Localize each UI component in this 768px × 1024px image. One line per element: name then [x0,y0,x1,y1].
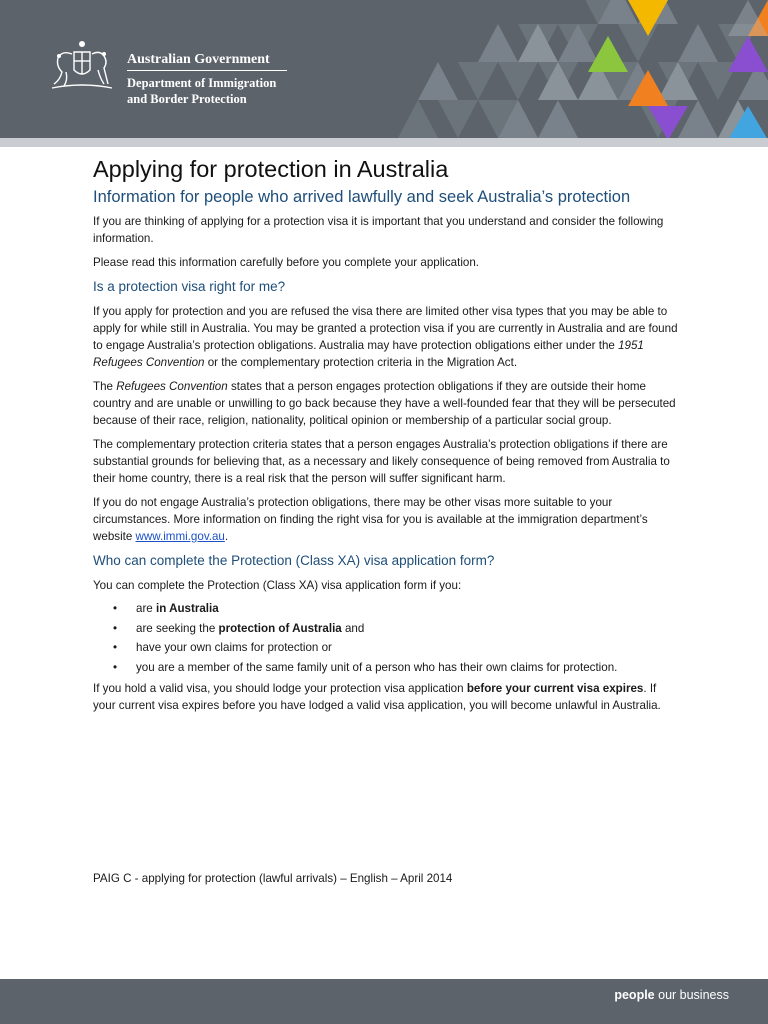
bullet-icon: • [113,641,118,654]
convention-text-start: The [93,380,117,393]
bullet-icon: • [113,660,118,674]
list-item-text: have your own claims for protection or [136,641,332,654]
refusal-text-end: or the complementary protection criteria in the Migration Act. [204,356,518,369]
section-heading-who-can-complete: Who can complete the Protection (Class XA) visa application form? [93,553,495,568]
list-item-text-end: and [341,621,365,635]
convention-name: 1951 Refugees Convention [93,339,644,369]
footer-band [0,979,768,1024]
valid-visa-emphasis: before your current visa expires [466,682,644,695]
tagline-bold: people [614,988,655,1002]
eligibility-list [93,601,678,676]
list-item-text: are [136,602,156,615]
page-title: Applying for protection in Australia [93,156,449,182]
header-stripe [0,138,768,147]
refusal-paragraph [93,303,678,371]
triangle-pattern [388,0,768,138]
list-item [93,640,678,657]
list-item-emphasis: in Australia [155,602,219,615]
convention-name-2: Refugees Convention [116,380,228,393]
read-carefully-paragraph: Please read this information carefully before you complete your application. [93,256,480,269]
convention-text: states that a person engages protection obligations if they are outside their home country and are unable or unwilling to go back because they have a well-founded fear that they will be persecuted because of their race, religion, nationality, political opinion or membership of a particular social group. [93,380,676,427]
title-divider [127,70,287,71]
department-name [127,75,276,107]
valid-visa-text: If you hold a valid visa, you should lodge your protection visa application [93,682,467,695]
footer-tagline [614,987,729,1003]
department-line-1: Department of Immigration [127,76,277,90]
list-item-text: are seeking the [136,621,219,635]
bullet-icon: • [113,621,118,635]
document-body [93,150,678,721]
other-visas-text: If you do not engage Australia’s protection obligations, there may be other visas more suitable to your circumstances. More information on finding the right visa for you is available at the immigration department’s website [93,496,648,543]
list-item-text: you are a member of the same family unit of a person who has their own claims for protection. [136,660,618,674]
valid-visa-text-end: . If your current visa expires before you have lodged a valid visa application, you will become unlawful in Australia. [93,682,661,712]
complementary-paragraph: The complementary protection criteria states that a person engages Australia’s protection obligations if there are substantial grounds for believing that, as a necessary and likely consequence of being removed from Australia to their home country, there is a real risk that the person will suffer significant harm. [93,438,670,485]
list-item [93,601,678,618]
immi-website-link[interactable]: www.immi.gov.au [135,530,225,543]
coat-of-arms-icon [44,36,120,96]
document-reference: PAIG C - applying for protection (lawful arrivals) – English – April 2014 [93,872,453,885]
other-visas-paragraph [93,494,678,545]
intro-paragraph: If you are thinking of applying for a protection visa it is important that you understand and consider the following information. [93,215,664,245]
who-can-intro: You can complete the Protection (Class XA) visa application form if you: [93,579,462,592]
other-visas-text-end: . [224,530,229,543]
convention-paragraph [93,378,678,429]
department-line-2: and Border Protection [127,92,247,106]
list-item [93,660,678,677]
section-heading-visa-right: Is a protection visa right for me? [93,279,286,294]
accent-green-triangle [588,36,628,72]
bullet-icon: • [113,602,118,615]
header-band [0,0,768,138]
list-item [93,621,678,638]
page-subtitle: Information for people who arrived lawfully and seek Australia’s protection [93,188,631,206]
valid-visa-paragraph [93,680,678,714]
tagline-rest: our business [654,988,729,1002]
government-title: Australian Government [127,52,270,67]
refusal-text: If you apply for protection and you are refused the visa there are limited other visa types that you may be able to apply for while still in Australia. You may be granted a protection visa if you are currently in Australia and are found to engage Australia’s protection obligations. Australia may have protection obligations either under the [93,305,678,352]
list-item-emphasis: protection of Australia [218,621,342,635]
